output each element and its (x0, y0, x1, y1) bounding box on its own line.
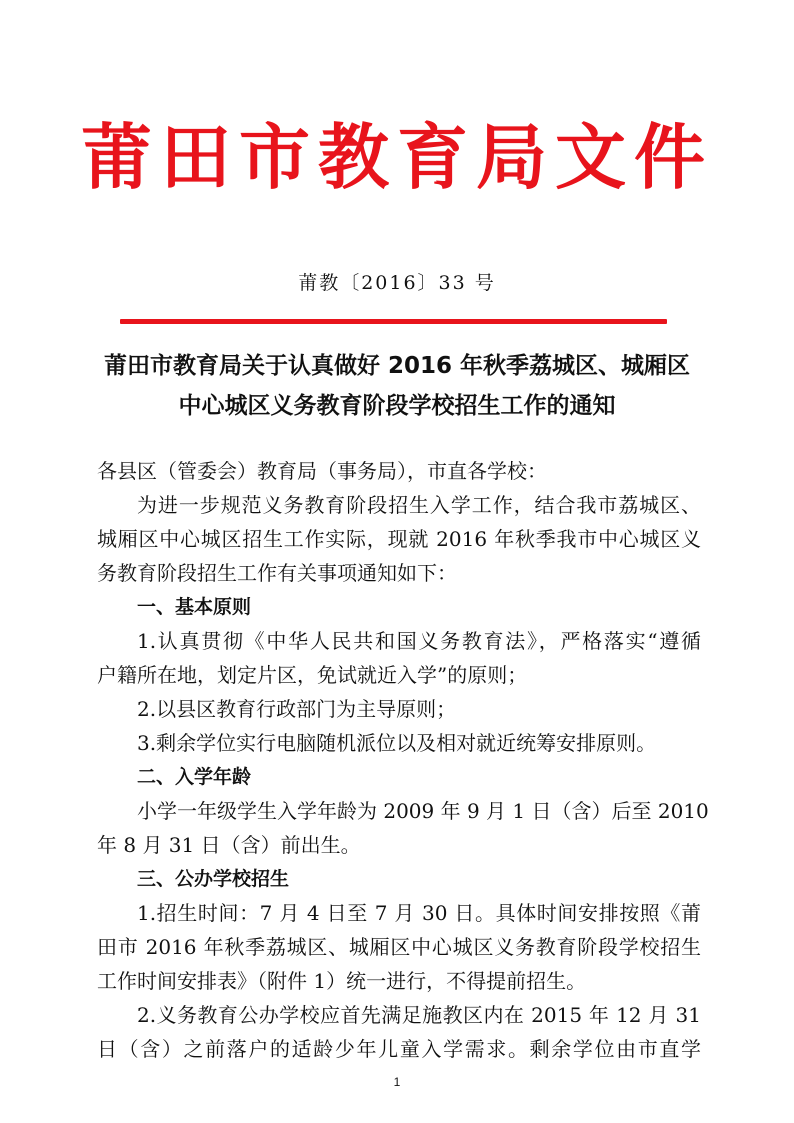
red-divider-line (120, 319, 667, 324)
page-number: 1 (393, 1075, 401, 1089)
body-paragraph-line: 2.义务教育公办学校应首先满足施教区内在 2015 年 12 月 31 (137, 1003, 701, 1027)
body-paragraph-line: 城厢区中心城区招生工作实际，现就 2016 年秋季我市中心城区义 (97, 527, 701, 551)
notice-title-line-1: 莆田市教育局关于认真做好 2016 年秋季荔城区、城厢区 (103, 353, 691, 379)
body-paragraph-line: 田市 2016 年秋季荔城区、城厢区中心城区义务教育阶段学校招生 (97, 935, 701, 959)
body-paragraph-line: 为进一步规范义务教育阶段招生入学工作，结合我市荔城区、 (137, 493, 701, 517)
body-paragraph-line: 2.以县区教育行政部门为主导原则； (137, 697, 457, 721)
notice-title-line-2: 中心城区义务教育阶段学校招生工作的通知 (178, 393, 616, 419)
body-paragraph-line: 年 8 月 31 日（含）前出生。 (97, 833, 361, 857)
masthead-title: 莆田市教育局文件 (80, 115, 713, 199)
body-paragraph-line: 户籍所在地，划定片区，免试就近入学”的原则； (97, 663, 528, 687)
section-heading: 一、基本原则 (137, 596, 252, 618)
section-heading: 三、公办学校招生 (137, 868, 290, 890)
body-paragraph-line: 工作时间安排表》（附件 1）统一进行，不得提前招生。 (97, 969, 587, 993)
document-number: 莆教〔2016〕33 号 (298, 272, 496, 294)
body-paragraph-line: 1.认真贯彻《中华人民共和国义务教育法》，严格落实“遵循 (137, 629, 701, 653)
body-paragraph-line: 日（含）之前落户的适龄少年儿童入学需求。剩余学位由市直学 (97, 1037, 701, 1061)
body-paragraph-line: 1.招生时间：7 月 4 日至 7 月 30 日。具体时间安排按照《莆 (137, 901, 701, 925)
section-heading: 二、入学年龄 (137, 766, 252, 788)
salutation: 各县区（管委会）教育局（事务局），市直各学校： (97, 459, 547, 483)
body-paragraph-line: 小学一年级学生入学年龄为 2009 年 9 月 1 日（含）后至 2010 (137, 799, 709, 823)
body-paragraph-line: 3.剩余学位实行电脑随机派位以及相对就近统筹安排原则。 (137, 731, 657, 755)
body-paragraph-line: 务教育阶段招生工作有关事项通知如下： (97, 561, 457, 585)
